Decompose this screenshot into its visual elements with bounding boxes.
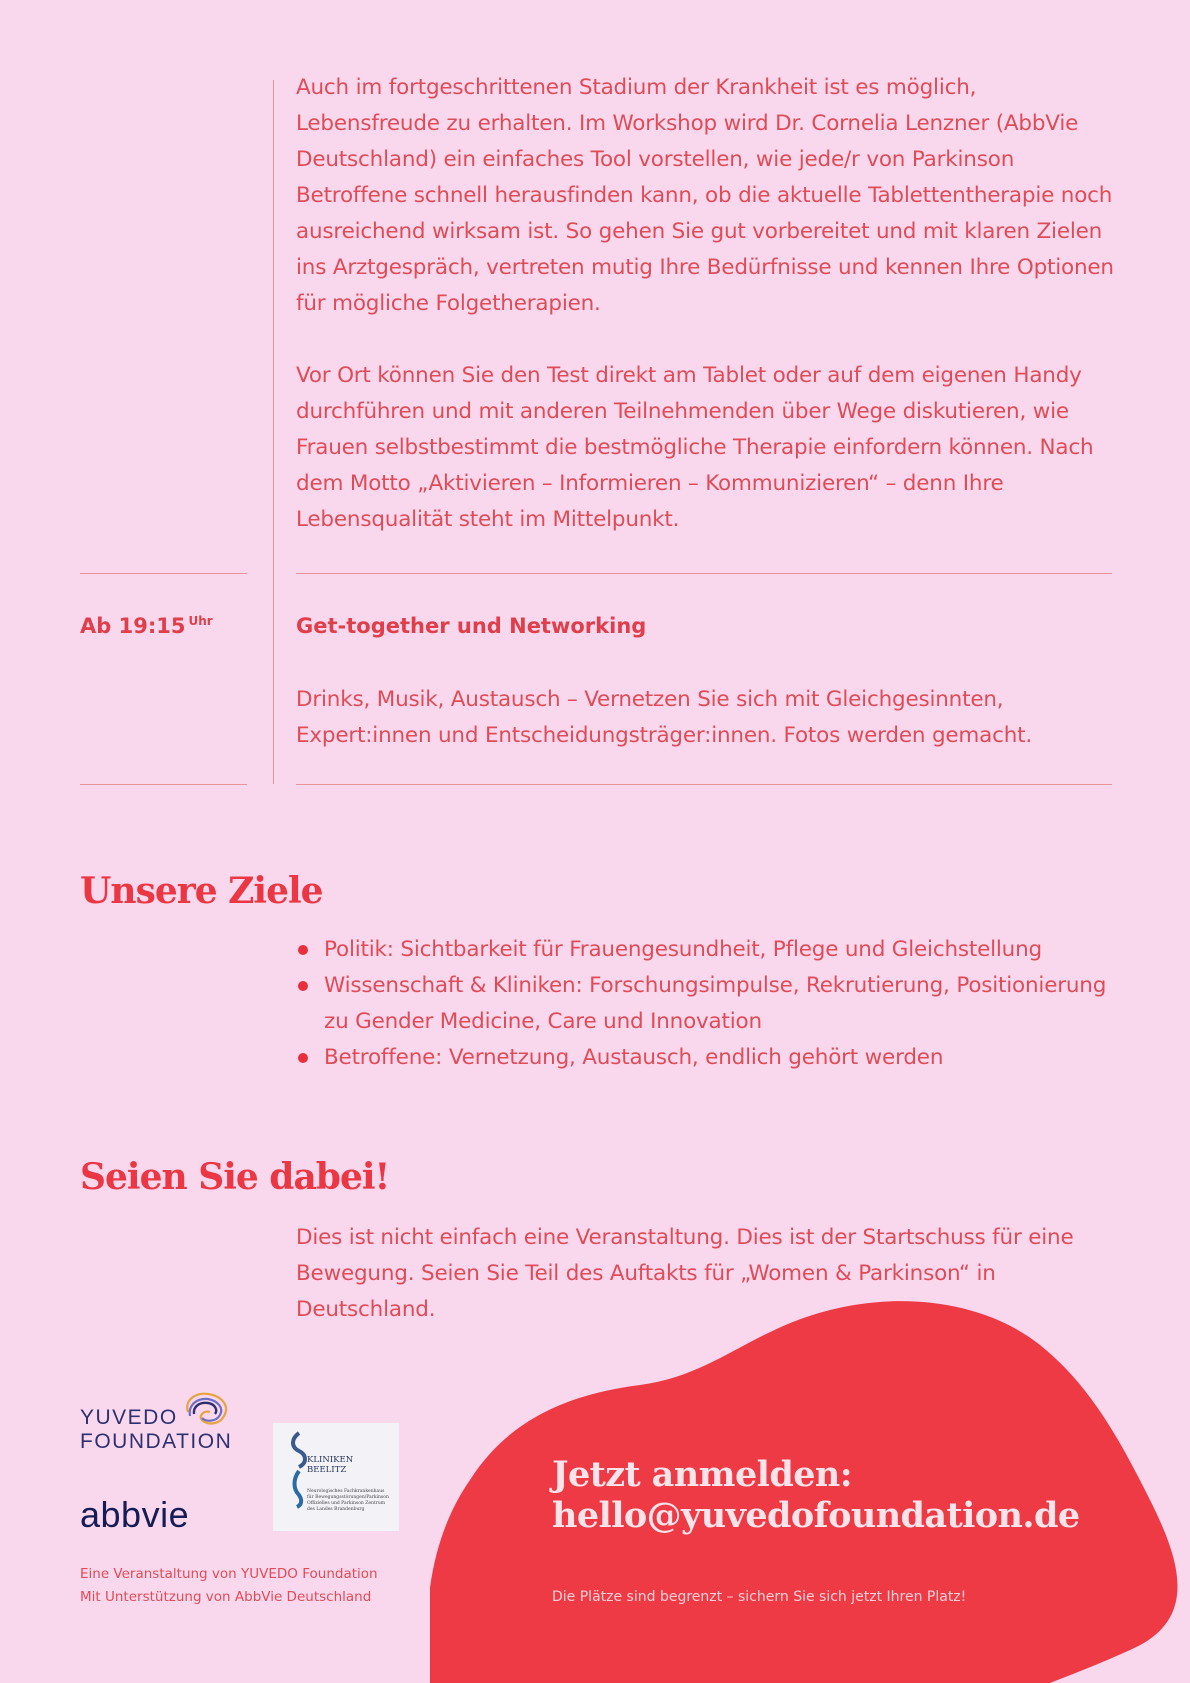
footer-credits (80, 1563, 378, 1609)
separator-right-1 (296, 573, 1112, 574)
abbvie-logo: abbvie (80, 1494, 190, 1535)
networking-title: Get-together und Networking (296, 614, 647, 638)
separator-left-1 (80, 573, 247, 574)
networking-text: Drinks, Musik, Austausch – Vernetzen Sie sich mit Gleichgesinnten, Expert:innen und Entscheidungsträger:innen. Fotos werden gemacht. (296, 687, 1033, 748)
cta-line1: Jetzt anmelden: (552, 1454, 853, 1495)
kliniken-sub-4: des Landes Brandenburg (307, 1507, 365, 1512)
separator-left-2 (80, 784, 247, 785)
bullet-icon (298, 981, 308, 991)
goal-text: Politik: Sichtbarkeit für Frauengesundheit, Pflege und Gleichstellung (324, 937, 1042, 962)
list-item (296, 1040, 1126, 1076)
bullet-icon (298, 1053, 308, 1063)
networking-time-unit: Uhr (188, 614, 213, 628)
kliniken-sub-2: für Bewegungsstörungen/Parkinson (307, 1495, 389, 1500)
kliniken-sub-3: Offizielles und Parkinson Zentrum (307, 1501, 386, 1506)
kliniken-sub-1: Neurologisches Fachkrankenhaus (307, 1489, 385, 1494)
cta-heading (552, 1454, 1079, 1536)
networking-time-value: Ab 19:15 (80, 614, 186, 638)
goal-text: Betroffene: Vernetzung, Austausch, endlich gehört werden (324, 1045, 944, 1070)
list-item (296, 968, 1126, 1040)
kliniken-beelitz-logo (273, 1423, 399, 1531)
cta-note: Die Plätze sind begrenzt – sichern Sie sich jetzt Ihren Platz! (552, 1589, 967, 1605)
bullet-icon (298, 945, 308, 955)
yuvedo-logo-line2: FOUNDATION (80, 1430, 233, 1453)
kliniken-beelitz-mark-icon (285, 1429, 307, 1509)
yuvedo-brain-icon (180, 1390, 232, 1430)
join-text: Dies ist nicht einfach eine Veranstaltung. Dies ist der Startschuss für eine Bewegung. Seien Sie Teil des Auftakts für „Women & Parkinson“ in Deutschland. (296, 1225, 1074, 1322)
networking-time (80, 614, 213, 638)
goal-text: Wissenschaft & Kliniken: Forschungsimpulse, Rekrutierung, Positionierung zu Gender Medicine, Care und Innovation (324, 973, 1107, 1034)
workshop-paragraph-2: Vor Ort können Sie den Test direkt am Tablet oder auf dem eigenen Handy durchführen und mit anderen Teilnehmenden über Wege diskutieren, wie Frauen selbstbestimmt die bestmögliche Therapie einfordern können. Nach dem Motto „Aktivieren – Informieren – Kommunizieren“ – denn Ihre Lebensqualität steht im Mittelpunkt. (296, 363, 1094, 532)
goals-list (296, 932, 1126, 1076)
footer-organizer: Eine Veranstaltung von YUVEDO Foundation (80, 1566, 378, 1582)
yuvedo-logo-line1: YUVEDO (80, 1406, 178, 1429)
workshop-paragraph-1: Auch im fortgeschrittenen Stadium der Krankheit ist es möglich, Lebensfreude zu erhalten. Im Workshop wird Dr. Cornelia Lenzner (AbbVie Deutschland) ein einfaches Tool vorstellen, wie jede/r von Parkinson Betroffene schnell herausfinden kann, ob die aktuelle Tablettentherapie noch ausreichend wirksam ist. So gehen Sie gut vorbereitet und mit klaren Zielen ins Arztgespräch, vertreten mutig Ihre Bedürfnisse und kennen Ihre Optionen für mögliche Folgetherapien. (296, 75, 1114, 316)
kliniken-name-line1: KLINIKEN (307, 1455, 354, 1465)
timeline-divider (273, 80, 274, 784)
goals-heading: Unsere Ziele (80, 870, 323, 912)
list-item (296, 932, 1126, 968)
email-link[interactable]: hello@yuvedofoundation.de (552, 1495, 1080, 1536)
footer-support: Mit Unterstützung von AbbVie Deutschland (80, 1589, 372, 1605)
separator-right-2 (296, 784, 1112, 785)
yuvedo-logo (80, 1406, 232, 1454)
join-heading: Seien Sie dabei! (80, 1156, 390, 1198)
kliniken-name-line2: BEELITZ (307, 1465, 347, 1475)
